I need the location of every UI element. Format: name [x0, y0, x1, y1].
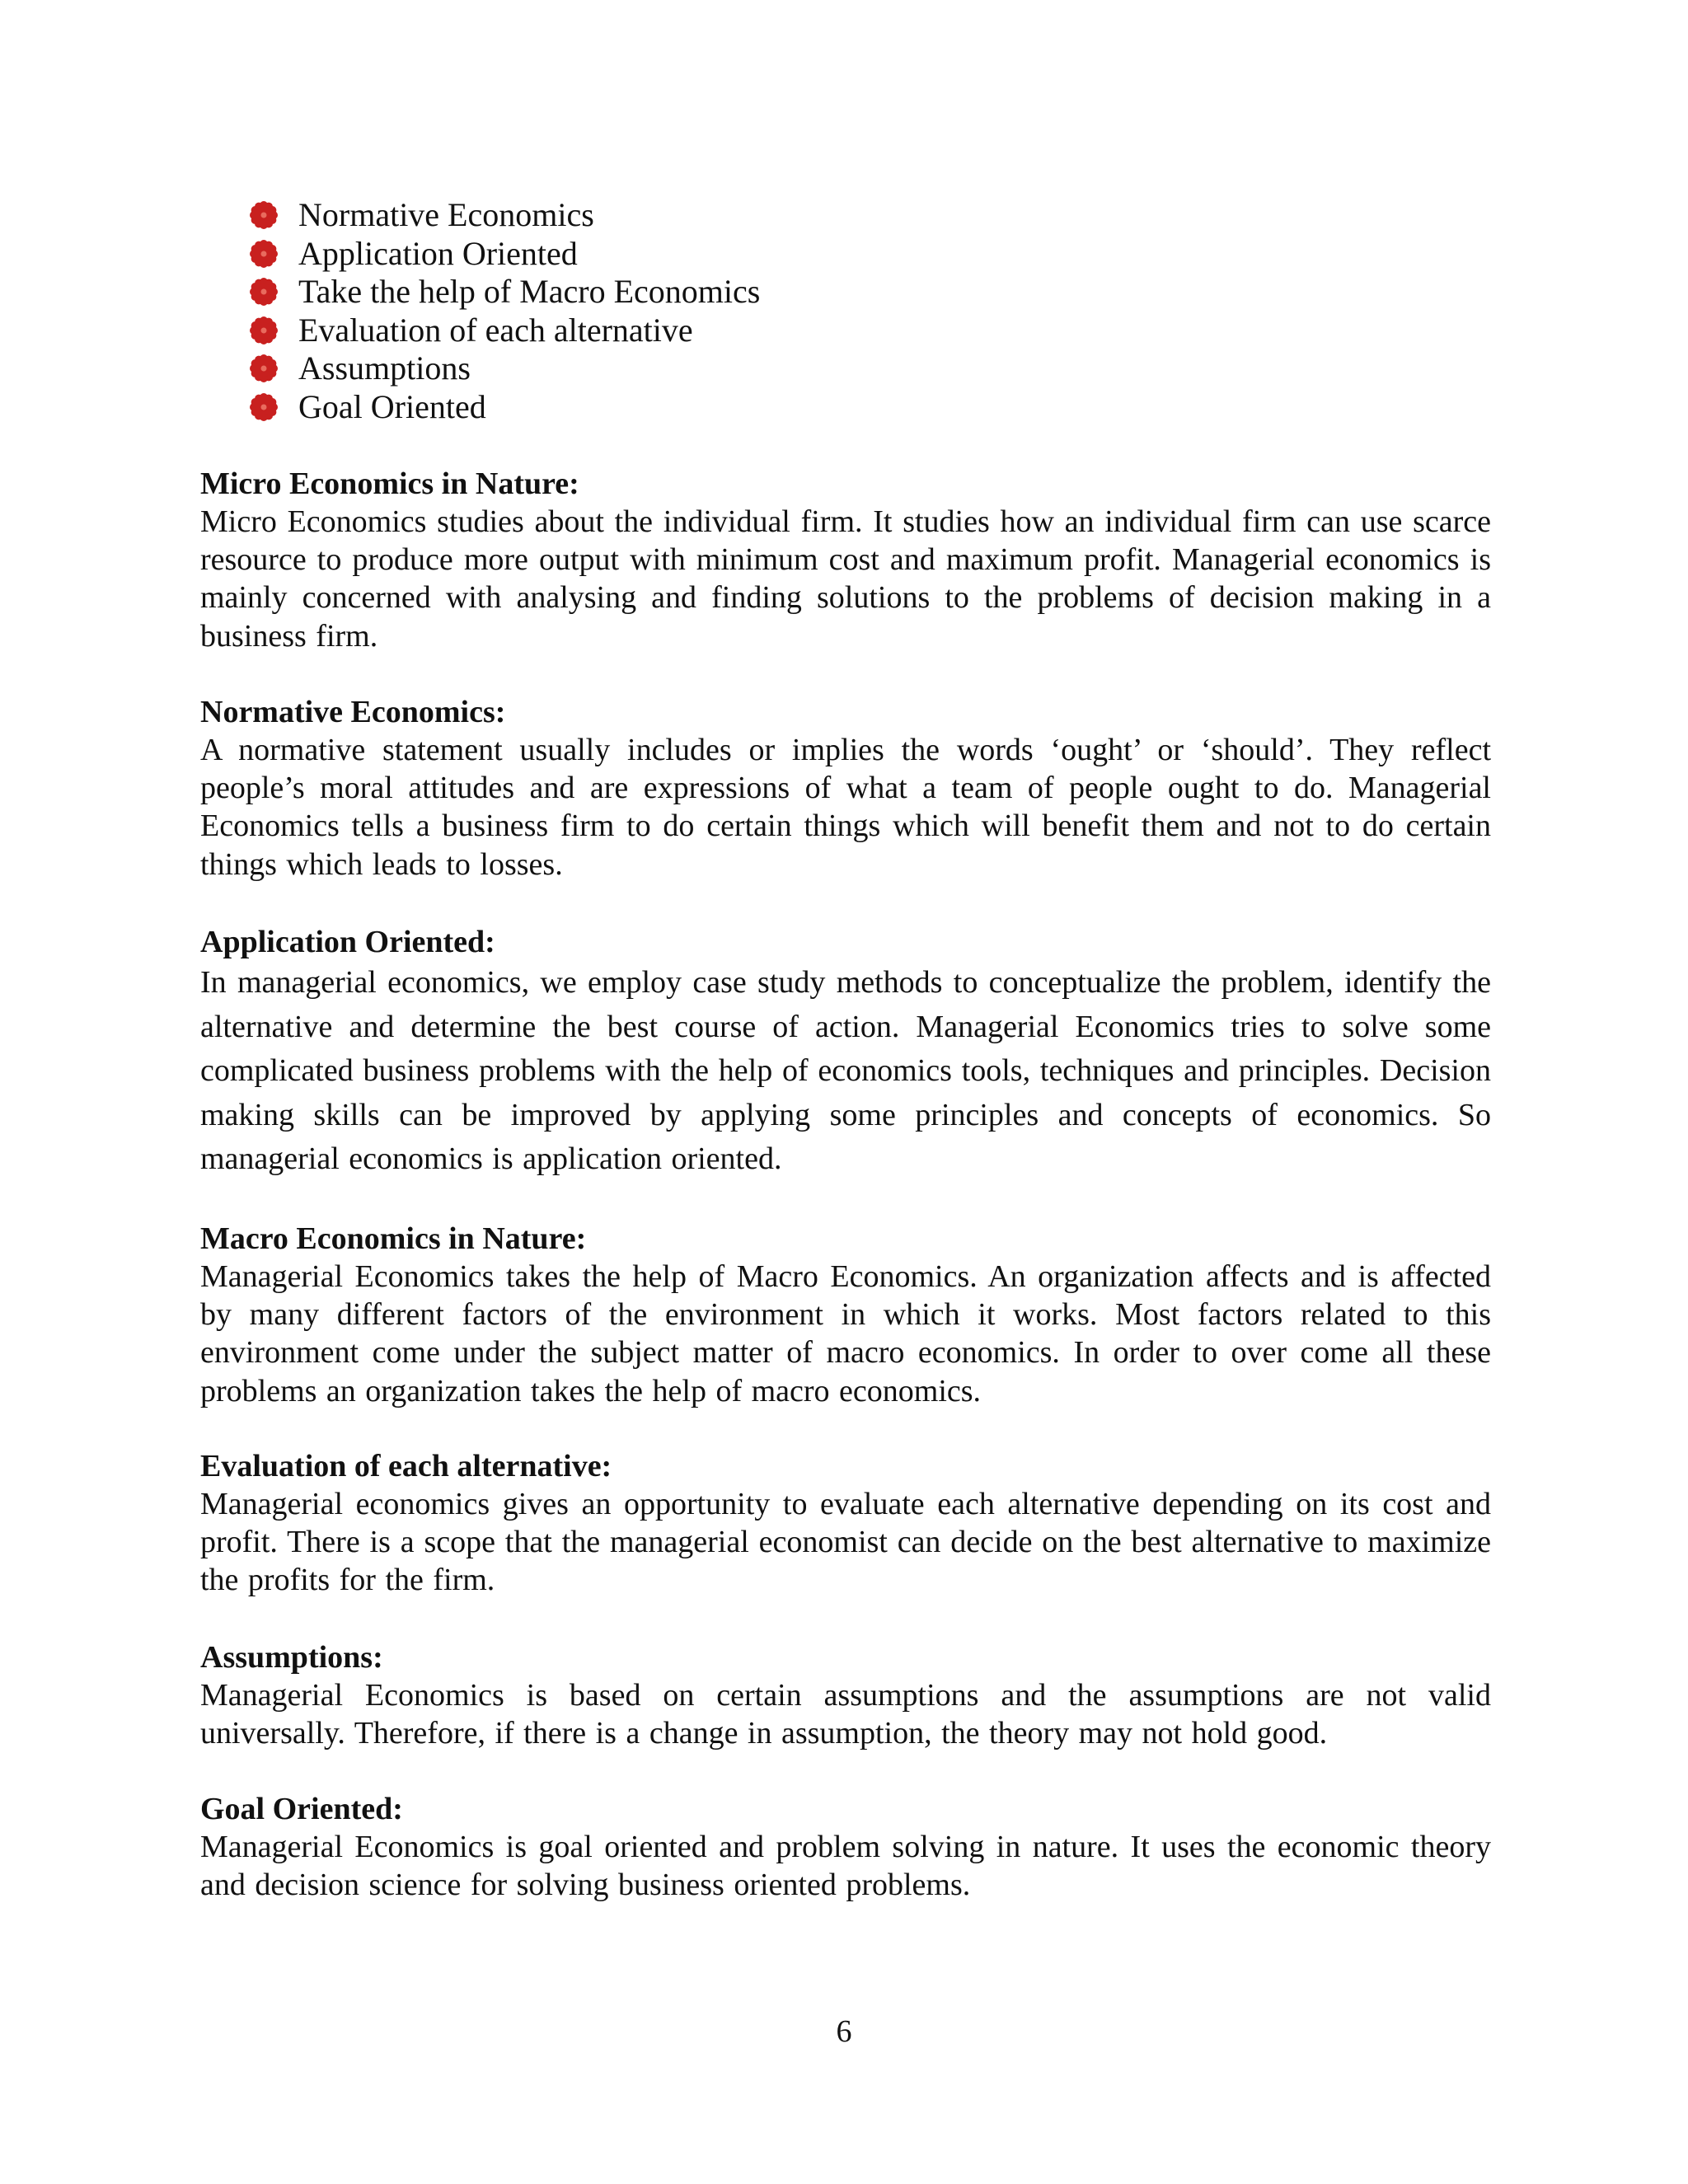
red-flower-icon: [247, 199, 280, 232]
section-micro-economics: [200, 465, 1491, 655]
section-paragraph: Micro Economics studies about the individual firm. It studies how an individual firm can use scarce resource to produce more output with minimum cost and maximum profit. Managerial economics is mainly concerned with analysing and finding solutions to the problems of decision making in a business firm.: [200, 504, 1491, 654]
section-paragraph: Managerial Economics is goal oriented and problem solving in nature. It uses the economic theory and decision science for solving business oriented problems.: [200, 1830, 1491, 1903]
bullet-item-label: Normative Economics: [298, 196, 594, 234]
section-evaluation-alternative: [200, 1447, 1491, 1600]
section-heading: Micro Economics in Nature:: [200, 466, 579, 501]
red-flower-icon: [247, 275, 280, 308]
bullet-item: [247, 388, 1236, 427]
bullet-list: [247, 196, 1236, 426]
section-paragraph: Managerial economics gives an opportunity to evaluate each alternative depending on its cost and profit. There is a scope that the managerial economist can decide on the best alternative to maximize the profits for the firm.: [200, 1487, 1491, 1598]
section-goal-oriented: [200, 1790, 1491, 1904]
bullet-item: [247, 273, 1236, 312]
red-flower-icon: [247, 314, 280, 347]
section-assumptions: [200, 1638, 1491, 1752]
section-heading: Macro Economics in Nature:: [200, 1221, 587, 1256]
bullet-item-label: Application Oriented: [298, 234, 578, 272]
section-application-oriented: [200, 923, 1491, 1182]
section-heading: Evaluation of each alternative:: [200, 1449, 612, 1483]
section-paragraph: A normative statement usually includes or implies the words ‘ought’ or ‘should’. They reflect people’s moral attitudes and are expressions of what a team of people ought to do. Managerial Economics tells a business firm to do certain things which will benefit them and not to do certain things which leads to losses.: [200, 733, 1491, 882]
bullet-item: [247, 235, 1236, 274]
bullet-item: [247, 349, 1236, 388]
section-paragraph: Managerial Economics is based on certain assumptions and the assumptions are not valid universally. Therefore, if there is a change in assumption, the theory may not hold good.: [200, 1678, 1491, 1751]
red-flower-icon: [247, 352, 280, 385]
section-paragraph: Managerial Economics takes the help of Macro Economics. An organization affects and is affected by many different factors of the environment in which it works. Most factors related to this environment come under the subject matter of macro economics. In order to over come all these problems an organization takes the help of macro economics.: [200, 1259, 1491, 1408]
section-macro-economics: [200, 1220, 1491, 1410]
page-number: 6: [836, 2014, 852, 2049]
section-heading: Assumptions:: [200, 1640, 383, 1675]
section-heading: Application Oriented:: [200, 925, 495, 959]
bullet-item: [247, 196, 1236, 235]
section-normative-economics: [200, 693, 1491, 883]
section-heading: Normative Economics:: [200, 695, 506, 729]
bullet-item-label: Evaluation of each alternative: [298, 311, 693, 349]
section-heading: Goal Oriented:: [200, 1792, 403, 1826]
bullet-item-label: Goal Oriented: [298, 387, 486, 425]
red-flower-icon: [247, 391, 280, 424]
bullet-item-label: Take the help of Macro Economics: [298, 273, 761, 311]
red-flower-icon: [247, 237, 280, 270]
bullet-item: [247, 312, 1236, 350]
bullet-item-label: Assumptions: [298, 349, 471, 387]
section-paragraph: In managerial economics, we employ case study methods to conceptualize the problem, identify the alternative and determine the best course of action. Managerial Economics tries to solve some complicated business problems with the help of economics tools, techniques and principles. Decision making skills can be improved by applying some principles and concepts of economics. So managerial economics is application oriented.: [200, 965, 1491, 1176]
